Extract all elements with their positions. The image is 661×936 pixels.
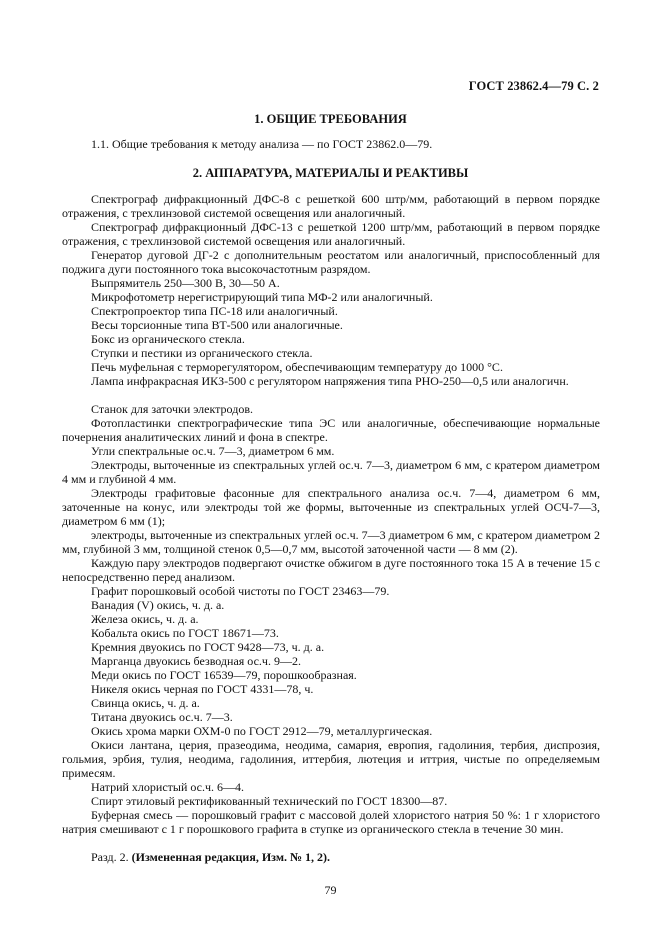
paragraph: Ванадия (V) окись, ч. д. а. (91, 598, 225, 612)
paragraph: Электроды, выточенные из спектральных углей ос.ч. 7—3, диаметром 6 мм, с кратером диаметром 4 мм и глубиной 4 мм. (62, 458, 600, 486)
paragraph: Графит порошковый особой чистоты по ГОСТ 23463—79. (91, 584, 390, 598)
paragraph: Натрий хлористый ос.ч. 6—4. (91, 780, 245, 794)
section-2-title: 2. АППАРАТУРА, МАТЕРИАЛЫ И РЕАКТИВЫ (192, 166, 469, 180)
paragraph: Окиси лантана, церия, празеодима, неодима, самария, европия, гадолиния, тербия, диспрозия, гольмия, эрбия, тулия, неодима, гадолиния, иттербия, лютеция и иттрия, чистые по определяемым примесям. (62, 738, 600, 780)
paragraph: Кремния двуокись по ГОСТ 9428—73, ч. д. а. (91, 640, 325, 654)
paragraph: Выпрямитель 250—300 В, 30—50 А. (91, 276, 280, 290)
paragraph: Буферная смесь — порошковый графит с массовой долей хлористого натрия 50 %: 1 г хлористого натрия смешивают с 1 г порошкового графита в ступке из органического стекла в течение 30 мин. (62, 808, 600, 836)
paragraph: Спирт этиловый ректификованный технический по ГОСТ 18300—87. (91, 794, 448, 808)
paragraph: Весы торсионные типа ВТ-500 или аналогичные. (91, 318, 343, 332)
paragraph: Угли спектральные ос.ч. 7—3, диаметром 6 мм. (91, 444, 335, 458)
paragraph: Спектрограф дифракционный ДФС-8 с решеткой 600 штр/мм, работающий в первом порядке отражения, с трехлинзовой системой освещения или аналогичный. (62, 192, 600, 220)
paragraph: Марганца двуокись безводная ос.ч. 9—2. (91, 654, 301, 668)
paragraph: Ступки и пестики из органического стекла. (91, 346, 313, 360)
paragraph: Свинца окись, ч. д. а. (91, 696, 200, 710)
paragraph: электроды, выточенные из спектральных углей ос.ч. 7—3 диаметром 6 мм, с кратером диаметром 2 мм, глубиной 3 мм, толщиной стенок 0,5—0,7 мм, высотой заточенной части — 8 мм (2). (62, 528, 600, 556)
paragraph: 1.1. Общие требования к методу анализа — по ГОСТ 23862.0—79. (91, 137, 433, 151)
amendment-prefix: Разд. 2. (91, 850, 132, 864)
page-number: 79 (324, 883, 337, 897)
paragraph: Бокс из органического стекла. (91, 332, 245, 346)
paragraph: Фотопластинки спектрографические типа ЭС или аналогичные, обеспечивающие нормальные почернения аналитических линий и фона в спектре. (62, 416, 600, 444)
paragraph: Генератор дуговой ДГ-2 с дополнительным реостатом или аналогичный, приспособленный для поджига дуги постоянного тока высокочастотным разрядом. (62, 248, 600, 276)
paragraph: Электроды графитовые фасонные для спектрального анализа ос.ч. 7—4, диаметром 6 мм, заточенные на конус, или электроды той же формы, выточенные из спектральных углей ОСЧ-7—3, диаметром 6 мм (1); (62, 486, 600, 528)
amendment-note (62, 851, 600, 865)
paragraph: Спектропроектор типа ПС-18 или аналогичный. (91, 304, 338, 318)
paragraph: Лампа инфракрасная ИКЗ-500 с регулятором напряжения типа РНО-250—0,5 или аналогичн. (91, 374, 569, 388)
running-header: ГОСТ 23862.4—79 С. 2 (468, 79, 599, 93)
paragraph: Каждую пару электродов подвергают очистке обжигом в дуге постоянного тока 15 А в течение 15 с непосредственно перед анализом. (62, 556, 600, 584)
paragraph: Никеля окись черная по ГОСТ 4331—78, ч. (91, 682, 314, 696)
paragraph: Окись хрома марки ОХМ-0 по ГОСТ 2912—79, металлургическая. (91, 724, 433, 738)
paragraph: Железа окись, ч. д. а. (91, 612, 199, 626)
paragraph: Станок для заточки электродов. (91, 402, 253, 416)
paragraph: Меди окись по ГОСТ 16539—79, порошкообразная. (91, 668, 357, 682)
paragraph: Титана двуокись ос.ч. 7—3. (91, 710, 233, 724)
paragraph: Спектрограф дифракционный ДФС-13 с решеткой 1200 штр/мм, работающий в первом порядке отражения, с трехлинзовой системой освещения или аналогичный. (62, 220, 600, 248)
paragraph: Кобальта окись по ГОСТ 18671—73. (91, 626, 279, 640)
paragraph: Печь муфельная с терморегулятором, обеспечивающим температуру до 1000 °С. (91, 360, 503, 374)
section-1-title: 1. ОБЩИЕ ТРЕБОВАНИЯ (254, 112, 407, 126)
amendment-text: (Измененная редакция, Изм. № 1, 2). (131, 850, 331, 864)
paragraph: Микрофотометр нерегистрирующий типа МФ-2 или аналогичный. (91, 290, 433, 304)
